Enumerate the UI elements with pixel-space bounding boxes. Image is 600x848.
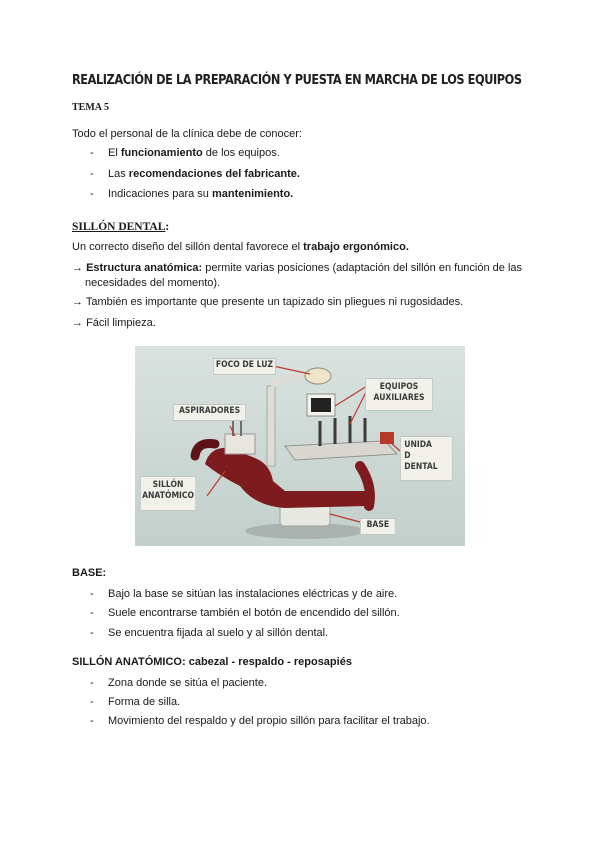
dash-bullet: - <box>90 168 94 180</box>
label-equipos-auxiliares: EQUIPOS AUXILIARES <box>365 378 433 411</box>
list-item: - Movimiento del respaldo y del propio sillón para facilitar el trabajo. <box>90 715 430 727</box>
dash-bullet: - <box>90 627 94 639</box>
arrow-item-continued: necesidades del momento). <box>85 277 221 289</box>
dash-bullet: - <box>90 147 94 159</box>
dash-bullet: - <box>90 588 94 600</box>
section-heading-sillon-anatomico: SILLÓN ANATÓMICO: cabezal - respaldo - reposapiés <box>72 656 352 668</box>
label-foco-de-luz: FOCO DE LUZ <box>213 358 276 375</box>
dash-bullet: - <box>90 715 94 727</box>
section-heading-base: BASE: <box>72 567 107 579</box>
arrow-item: → Fácil limpieza. <box>72 317 156 329</box>
dash-bullet: - <box>90 696 94 708</box>
list-item: - Las recomendaciones del fabricante. <box>90 168 300 180</box>
label-sillon-anatomico: SILLÓN ANATÓMICO <box>140 476 196 511</box>
dental-chair-figure <box>135 346 465 546</box>
arrow-item: → Estructura anatómica: permite varias posiciones (adaptación del sillón en función de las <box>72 262 523 274</box>
list-item: - Indicaciones para su mantenimiento. <box>90 188 294 200</box>
dash-bullet: - <box>90 607 94 619</box>
dash-bullet: - <box>90 677 94 689</box>
document-title: REALIZACIÓN DE LA PREPARACIÓN Y PUESTA EN MARCHA DE LOS EQUIPOS <box>72 73 522 88</box>
list-item: - Se encuentra fijada al suelo y al sillón dental. <box>90 627 329 639</box>
topic-number: TEMA 5 <box>72 102 109 113</box>
arrow-icon: → <box>72 317 83 329</box>
list-item: - Forma de silla. <box>90 696 181 708</box>
arrow-icon: → <box>72 296 83 308</box>
list-item: - El funcionamiento de los equipos. <box>90 147 280 159</box>
label-aspiradores: ASPIRADORES <box>173 404 246 421</box>
arrow-item: → También es importante que presente un tapizado sin pliegues ni rugosidades. <box>72 296 464 308</box>
intro-text: Todo el personal de la clínica debe de conocer: <box>72 128 302 140</box>
label-unidad-dental: UNIDA D DENTAL <box>400 436 453 481</box>
arrow-icon: → <box>72 262 83 274</box>
list-item: - Suele encontrarse también el botón de encendido del sillón. <box>90 607 400 619</box>
list-item: - Bajo la base se sitúan las instalaciones eléctricas y de aire. <box>90 588 398 600</box>
section-heading-sillon: SILLÓN DENTAL: <box>72 221 170 233</box>
dash-bullet: - <box>90 188 94 200</box>
list-item: - Zona donde se sitúa el paciente. <box>90 677 268 689</box>
sillon-intro: Un correcto diseño del sillón dental favorece el trabajo ergonómico. <box>72 241 409 253</box>
label-base: BASE <box>360 518 396 535</box>
